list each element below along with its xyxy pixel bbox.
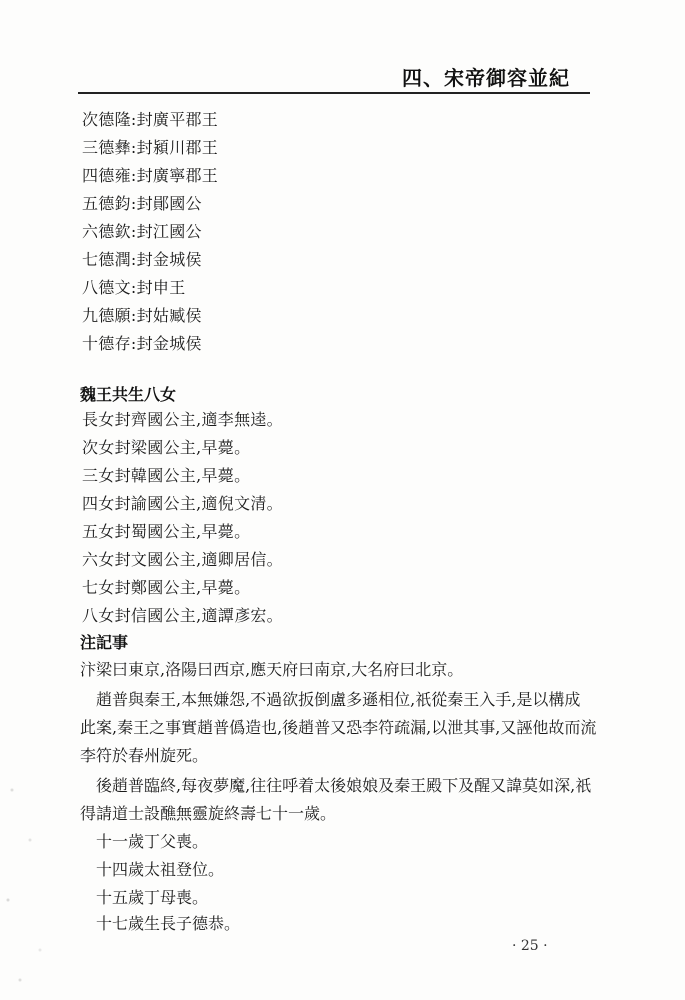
son-line: 六德欽:封江國公	[82, 222, 202, 241]
notes-heading: 注記事	[80, 633, 129, 652]
daughter-line: 五女封蜀國公主,早薨。	[82, 522, 251, 541]
notes-line: 此案,秦王之事實趙普僞造也,後趙普又恐李符疏漏,以泄其事,又誣他故而流	[80, 718, 597, 737]
daughter-line: 次女封梁國公主,早薨。	[82, 438, 251, 457]
notes-line: 汴梁曰東京,洛陽曰西京,應天府曰南京,大名府曰北京。	[80, 660, 464, 679]
daughter-line: 六女封文國公主,適卿居信。	[82, 550, 283, 569]
son-line: 四德雍:封廣寧郡王	[82, 166, 219, 185]
page-number: · 25 ·	[512, 938, 548, 954]
daughter-line: 三女封韓國公主,早薨。	[82, 466, 251, 485]
daughter-line: 長女封齊國公主,適李無逵。	[82, 410, 283, 429]
son-line: 七德潤:封金城侯	[82, 250, 202, 269]
son-line: 八德文:封申王	[82, 278, 186, 297]
son-line: 十德存:封金城侯	[82, 334, 202, 353]
notes-line: 十七歲生長子德恭。	[96, 914, 241, 933]
son-line: 九德願:封姑臧侯	[82, 306, 202, 325]
daughter-line: 八女封信國公主,適譚彥宏。	[82, 606, 283, 625]
notes-line: 十四歲太祖登位。	[96, 860, 225, 879]
son-line: 三德彝:封潁川郡王	[82, 138, 219, 157]
notes-line: 後趙普臨終,每夜夢魔,往往呼着太後娘娘及秦王殿下及醒又諱莫如深,祇	[96, 776, 592, 795]
daughters-heading: 魏王共生八女	[80, 385, 177, 404]
daughter-line: 七女封鄭國公主,早薨。	[82, 578, 251, 597]
daughter-line: 四女封諭國公主,適倪文清。	[82, 494, 283, 513]
son-line: 次德隆:封廣平郡王	[82, 110, 219, 129]
notes-line: 十五歲丁母喪。	[96, 888, 209, 907]
son-line: 五德鈞:封鄖國公	[82, 194, 202, 213]
notes-line: 趙普與秦王,本無嫌怨,不過欲扳倒盧多遜相位,祇從秦王入手,是以構成	[96, 690, 581, 709]
scan-speckle	[0, 760, 60, 1000]
header-rule	[78, 92, 590, 94]
notes-line: 十一歲丁父喪。	[96, 832, 209, 851]
page-header	[78, 62, 590, 96]
header-title: 四、宋帝御容並紀	[402, 66, 570, 90]
notes-line: 李符於春州旋死。	[80, 746, 209, 765]
notes-line: 得請道士設醮無靈旋終壽七十一歲。	[80, 804, 337, 823]
